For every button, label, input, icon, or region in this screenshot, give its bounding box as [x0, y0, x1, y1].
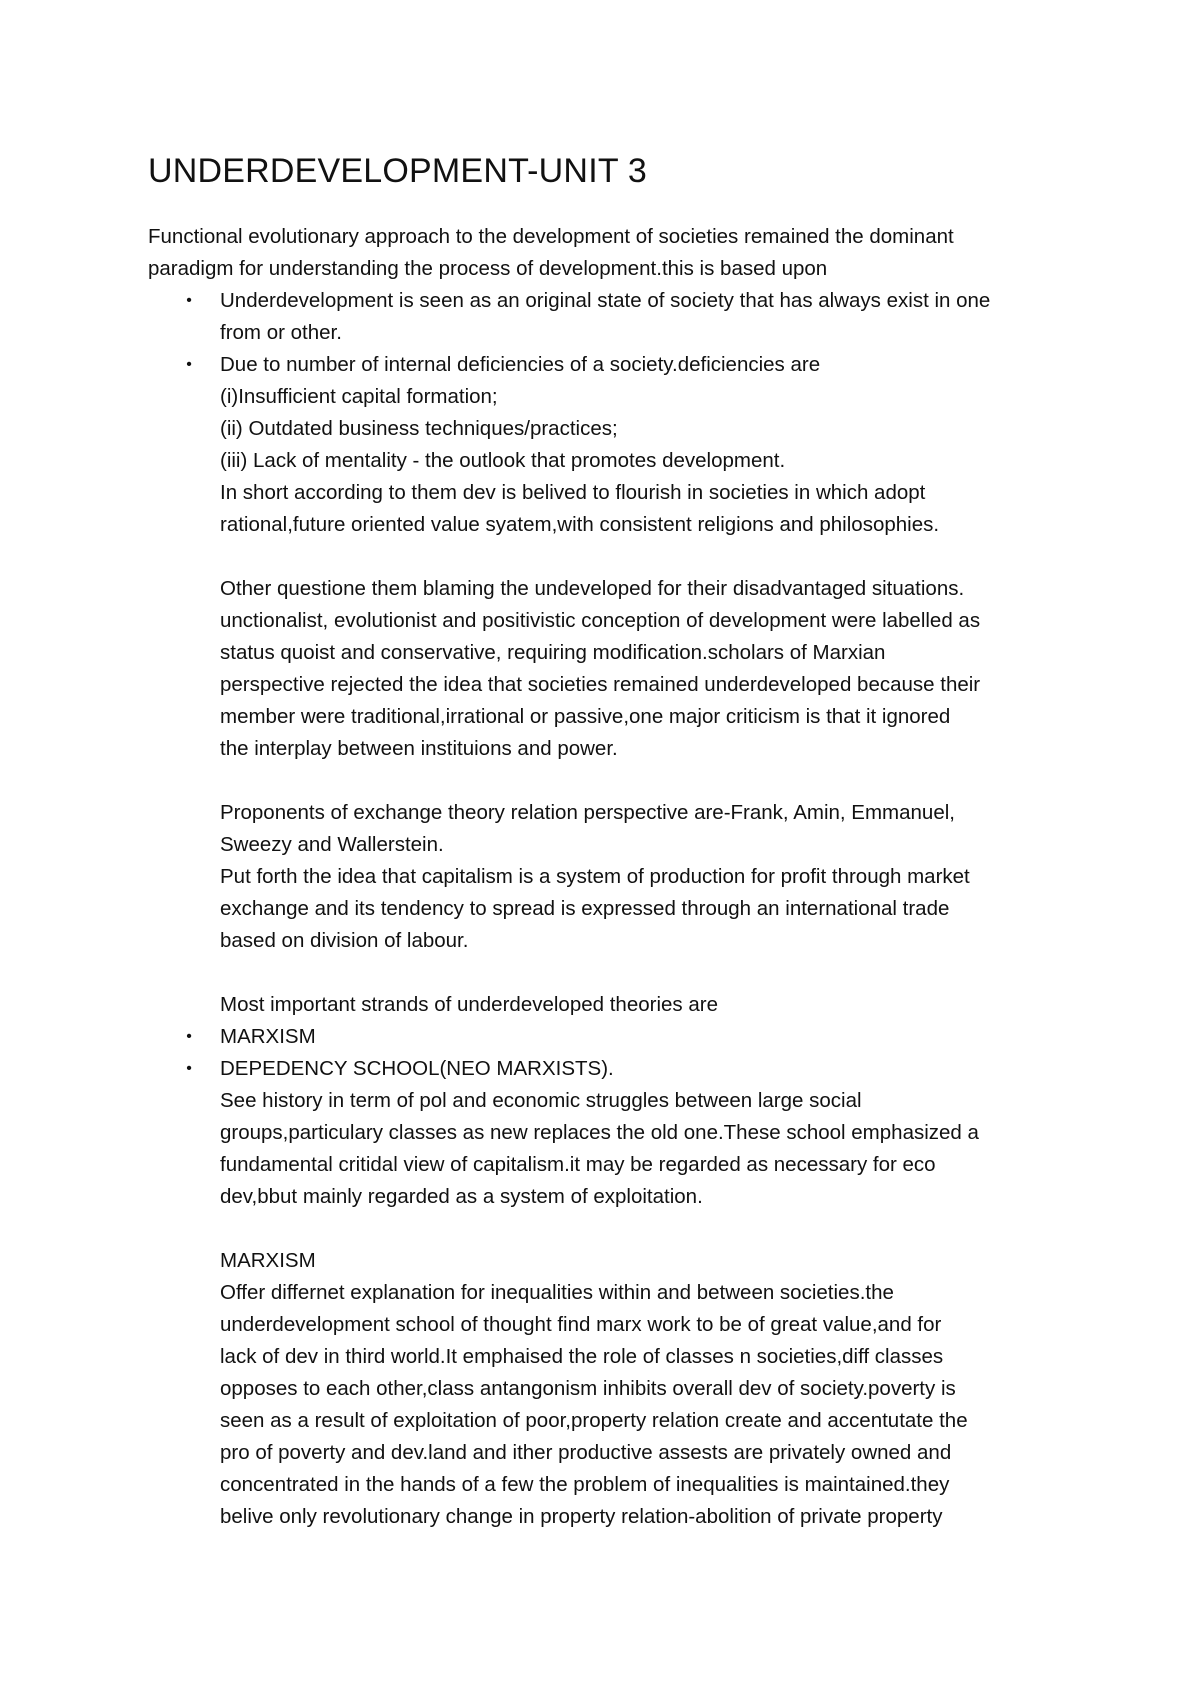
line-text: based on division of labour.	[220, 929, 469, 952]
text-line	[220, 1277, 1100, 1309]
bullet-icon: •	[186, 1060, 192, 1077]
text-line	[220, 989, 1100, 1021]
blank-line	[220, 957, 1100, 989]
blank-line	[220, 1213, 1100, 1245]
line-text: Proponents of exchange theory relation perspective are-Frank, Amin, Emmanuel,	[220, 801, 955, 824]
text-line	[220, 797, 1100, 829]
text-line	[220, 317, 1100, 349]
line-text: groups,particulary classes as new replaces the old one.These school emphasized a	[220, 1121, 979, 1144]
text-line	[220, 573, 1100, 605]
bullet-list-item	[186, 285, 1100, 317]
text-line	[220, 1245, 1100, 1277]
page-title: UNDERDEVELOPMENT-UNIT 3	[148, 152, 647, 190]
line-text: unctionalist, evolutionist and positivistic conception of development were labelled as	[220, 609, 981, 632]
text-line	[220, 893, 1100, 925]
line-text: lack of dev in third world.It emphaised the role of classes n societies,diff classes	[220, 1345, 944, 1368]
line-text: (ii) Outdated business techniques/practices;	[220, 417, 618, 440]
line-text: belive only revolutionary change in property relation-abolition of private property	[220, 1505, 943, 1528]
line-text: (i)Insufficient capital formation;	[220, 385, 498, 408]
intro-paragraph	[148, 221, 1078, 285]
blank-line	[220, 765, 1100, 797]
text-line	[220, 605, 1100, 637]
intro-line: Functional evolutionary approach to the development of societies remained the dominant	[148, 225, 954, 248]
line-text: Sweezy and Wallerstein.	[220, 833, 444, 856]
text-line	[220, 637, 1100, 669]
line-text: fundamental critidal view of capitalism.it may be regarded as necessary for eco	[220, 1153, 936, 1176]
bullet-list-item	[186, 349, 1100, 381]
line-text: Due to number of internal deficiencies of a society.deficiencies are	[220, 353, 821, 376]
line-text: DEPEDENCY SCHOOL(NEO MARXISTS).	[220, 1057, 614, 1080]
text-line	[220, 1469, 1100, 1501]
line-text: (iii) Lack of mentality - the outlook that promotes development.	[220, 449, 786, 472]
text-line	[220, 1437, 1100, 1469]
line-text: perspective rejected the idea that societies remained underdeveloped because their	[220, 673, 981, 696]
intro-line: paradigm for understanding the process of development.this is based upon	[148, 257, 828, 280]
line-text: Put forth the idea that capitalism is a system of production for profit through market	[220, 865, 970, 888]
text-line	[220, 733, 1100, 765]
text-line	[220, 1117, 1100, 1149]
text-line	[220, 477, 1100, 509]
text-line	[220, 925, 1100, 957]
line-text: MARXISM	[220, 1025, 316, 1048]
body-text	[186, 285, 1100, 1533]
line-text: rational,future oriented value syatem,with consistent religions and philosophies.	[220, 513, 940, 536]
text-line	[220, 413, 1100, 445]
line-text: from or other.	[220, 321, 342, 344]
line-text: Other questione them blaming the undeveloped for their disadvantaged situations.	[220, 577, 965, 600]
line-text: exchange and its tendency to spread is expressed through an international trade	[220, 897, 950, 920]
text-line	[220, 381, 1100, 413]
text-line	[220, 1341, 1100, 1373]
line-text: Most important strands of underdeveloped theories are	[220, 993, 718, 1016]
text-line	[220, 1405, 1100, 1437]
bullet-list-item	[186, 1053, 1100, 1085]
bullet-icon: •	[186, 292, 192, 309]
line-text: Offer differnet explanation for inequalities within and between societies.the	[220, 1281, 894, 1304]
text-line	[220, 701, 1100, 733]
line-text: underdevelopment school of thought find marx work to be of great value,and for	[220, 1313, 942, 1336]
text-line	[220, 1373, 1100, 1405]
bullet-list-item	[186, 1021, 1100, 1053]
text-line	[220, 669, 1100, 701]
text-line	[220, 1501, 1100, 1533]
text-line	[220, 861, 1100, 893]
text-line	[220, 1181, 1100, 1213]
text-line	[220, 1085, 1100, 1117]
line-text: Underdevelopment is seen as an original state of society that has always exist in one	[220, 289, 991, 312]
line-text: concentrated in the hands of a few the problem of inequalities is maintained.they	[220, 1473, 950, 1496]
line-text: See history in term of pol and economic struggles between large social	[220, 1089, 862, 1112]
bullet-icon: •	[186, 1028, 192, 1045]
line-text: In short according to them dev is belived to flourish in societies in which adopt	[220, 481, 926, 504]
line-text: MARXISM	[220, 1249, 316, 1272]
line-text: dev,bbut mainly regarded as a system of exploitation.	[220, 1185, 703, 1208]
text-line	[220, 1309, 1100, 1341]
line-text: status quoist and conservative, requiring modification.scholars of Marxian	[220, 641, 886, 664]
text-line	[220, 1149, 1100, 1181]
bullet-icon: •	[186, 356, 192, 373]
text-line	[220, 509, 1100, 541]
line-text: opposes to each other,class antangonism inhibits overall dev of society.poverty is	[220, 1377, 956, 1400]
line-text: member were traditional,irrational or passive,one major criticism is that it ignored	[220, 705, 951, 728]
line-text: seen as a result of exploitation of poor,property relation create and accentutate the	[220, 1409, 968, 1432]
line-text: pro of poverty and dev.land and ither productive assests are privately owned and	[220, 1441, 952, 1464]
text-line	[220, 445, 1100, 477]
text-line	[220, 829, 1100, 861]
line-text: the interplay between instituions and power.	[220, 737, 618, 760]
blank-line	[220, 541, 1100, 573]
